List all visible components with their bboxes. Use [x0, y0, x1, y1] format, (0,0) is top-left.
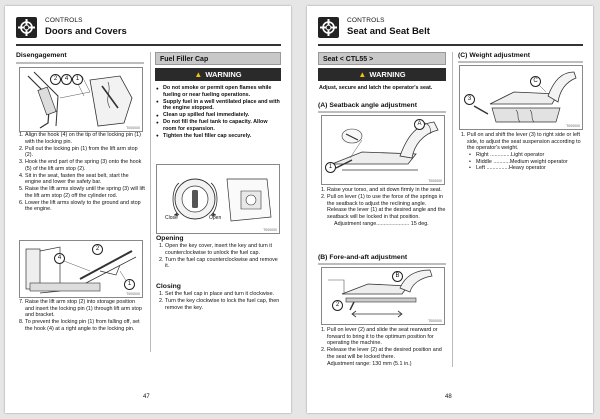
callout-1: 1 [72, 74, 83, 85]
callout-4: 4 [54, 253, 65, 264]
lift-arm-stop-figure [19, 67, 143, 132]
figure-tag: T000000 [428, 319, 442, 323]
closing-title: Closing [156, 283, 181, 290]
callout-1: 1 [124, 279, 135, 290]
step: 2. Release the lever (2) at the desired position and the seat will be locked there. [327, 347, 447, 360]
warning-label: WARNING [205, 70, 242, 79]
page-header [318, 16, 588, 40]
warning-label: WARNING [369, 70, 406, 79]
callout-3: 3 [464, 94, 475, 105]
section-bar [318, 263, 446, 265]
warning-item: ● Do not fill the fuel tank to capacity. Allow room for expansion. [163, 119, 281, 132]
page-title: Seat and Seat Belt [347, 26, 430, 37]
seat-warning-text: Adjust, secure and latch the operator's seat. [319, 85, 433, 91]
controls-icon [318, 17, 339, 38]
column-divider [452, 52, 453, 367]
step: 1. Set the fuel cap in place and turn it clockwise. [165, 291, 281, 298]
section-label: CONTROLS [45, 17, 83, 24]
page-number: 48 [445, 394, 452, 400]
step: 2. Turn the key clockwise to lock the fuel cap, then remove the key. [165, 298, 281, 311]
step: 8. To prevent the locking pin (1) from falling off, set the hook (4) at a right angle to the locking pin. [25, 319, 145, 332]
disengagement-steps [16, 132, 145, 213]
step: 1. Open the key cover, insert the key and turn it counterclockwise to unlock the fuel cap. [165, 243, 281, 256]
section-label: CONTROLS [347, 17, 385, 24]
figure-tag: T000000 [263, 228, 277, 232]
figure-tag: T000000 [428, 179, 442, 183]
figure-tag: T000000 [126, 292, 140, 296]
warning-icon: ▲ [358, 70, 367, 79]
step: 1. Align the hook (4) on the tip of the locking pin (1) with the locking pin. [25, 132, 145, 145]
page-header [16, 16, 286, 40]
figure-tag: T000000 [126, 126, 140, 130]
step: 7. Raise the lift arm stop (2) into storage position and insert the locking pin (1) through lift arm stop and bracket. [25, 299, 145, 319]
callout-2: 2 [50, 74, 61, 85]
step: 1. Pull on lever (2) and slide the seat rearward or forward to bring it to the optimum position for operating the machine. [327, 327, 447, 347]
close-label: Close [165, 215, 178, 221]
weight-adjustment-figure [459, 65, 583, 130]
step: 4. Sit in the seat, fasten the seat belt, start the engine and lower the safety bar. [25, 173, 145, 186]
warning-item: ● Do not smoke or permit open flames while fueling or near fueling operations. [163, 85, 281, 98]
fore-aft-steps [318, 327, 447, 367]
fuel-warnings [156, 85, 281, 140]
seatback-angle-figure [321, 115, 445, 185]
figure-tag: T000000 [566, 124, 580, 128]
callout-2: 2 [332, 300, 343, 311]
weight-option: • Middle ...........Medium weight operator [476, 159, 583, 166]
opening-steps [156, 243, 281, 270]
closing-steps [156, 291, 281, 312]
warning-banner [318, 68, 446, 81]
seatback-steps [318, 187, 447, 227]
fore-aft-title: (B) Fore-and-aft adjustment [318, 254, 408, 261]
header-rule [16, 44, 281, 46]
step: 2. Pull on lever (1) to use the force of the springs in the seatback to adjust the reclining angle. Release the lever (1) at the desired angle and the seatback will be locked in that position. [327, 194, 447, 220]
weight-option: • Right ..............Light operator [476, 152, 583, 159]
right-page [307, 6, 593, 413]
callout-C: C [530, 76, 541, 87]
step: 1. Raise your torso, and sit down firmly in the seat. [327, 187, 447, 194]
warning-item: ● Supply fuel in a well ventilated place and with the engine stopped. [163, 99, 281, 112]
callout-B: B [392, 271, 403, 282]
callout-A: A [414, 119, 425, 130]
disengagement-title: Disengagement [16, 52, 67, 59]
section-bar [458, 61, 583, 63]
section-bar [318, 111, 446, 113]
section-bar [16, 62, 144, 64]
fuel-cap-figure [156, 164, 280, 234]
opening-title: Opening [156, 235, 184, 242]
adjustment-range: Adjustment range: 130 mm (5.1 in.) [327, 360, 412, 367]
callout-4: 4 [61, 74, 72, 85]
warning-item: ● Clean up spilled fuel immediately. [163, 112, 281, 119]
callout-2: 2 [92, 244, 103, 255]
warning-banner [155, 68, 281, 81]
seatback-angle-title: (A) Seatback angle adjustment [318, 102, 417, 109]
weight-title: (C) Weight adjustment [458, 52, 530, 59]
warning-item: ● Tighten the fuel filler cap securely. [163, 133, 281, 140]
fuel-filler-cap-title: Fuel Filler Cap [155, 52, 281, 65]
storage-steps [16, 299, 145, 333]
column-divider [150, 52, 151, 352]
left-page [5, 6, 291, 413]
controls-icon [16, 17, 37, 38]
warning-icon: ▲ [194, 70, 203, 79]
storage-position-figure [19, 240, 143, 298]
page-title: Doors and Covers [45, 26, 127, 37]
step: 6. Lower the lift arms slowly to the ground and stop the engine. [25, 200, 145, 213]
step: 2. Turn the fuel cap counterclockwise and remove it. [165, 257, 281, 270]
header-rule [318, 44, 583, 46]
weight-steps [458, 132, 583, 172]
open-label: Open [209, 215, 222, 221]
fore-aft-figure [321, 267, 445, 325]
step: 5. Raise the lift arms slowly until the spring (3) will lift the lift arm stop (2) off the cylinder rod. [25, 186, 145, 199]
seat-title: Seat < CTL55 > [318, 52, 446, 65]
step: 2. Pull out the locking pin (1) from the lift arm stop (2). [25, 146, 145, 159]
step: 1. Pull on and shift the lever (3) to right side or left side, to adjust the seat suspension according to the operator's weight. [467, 132, 583, 152]
adjustment-range: Adjustment range...................... 15 deg. [334, 220, 429, 227]
step: 3. Hook the end part of the spring (3) onto the hook (5) of the lift arm stop (2). [25, 159, 145, 172]
callout-1: 1 [325, 162, 336, 173]
page-number: 47 [143, 394, 150, 400]
weight-option: • Left ...............Heavy operator [476, 165, 583, 172]
